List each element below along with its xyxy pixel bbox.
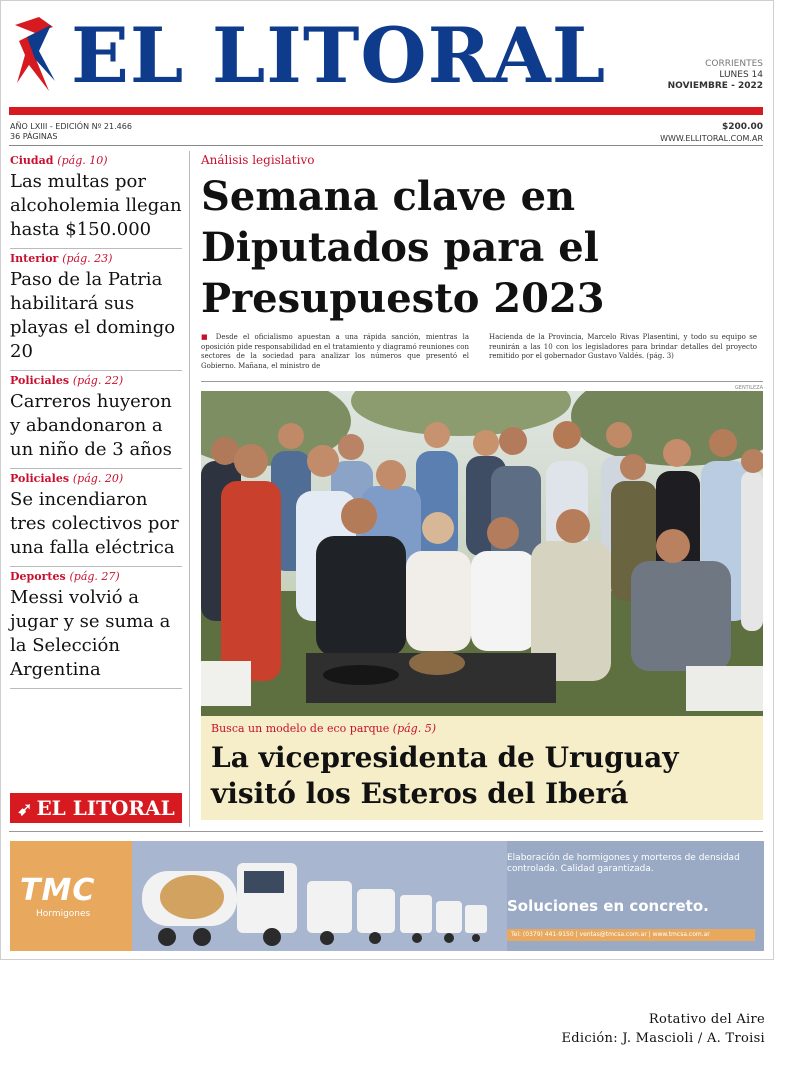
brief-headline: Paso de la Patria habilitará sus playas el domingo 20 — [10, 269, 176, 362]
edition-city: CORRIENTES — [705, 59, 763, 69]
photo-story-kicker: Busca un modelo de eco parque (pág. 5) — [211, 722, 436, 735]
footer-logo: ➹ EL LITORAL — [10, 793, 182, 823]
edition-month-year: NOVIEMBRE - 2022 — [667, 81, 763, 91]
brief-item[interactable] — [10, 151, 182, 249]
ad-description: Elaboración de hormigones y morteros de densidad controlada. Calidad garantizada. — [507, 853, 740, 874]
website-link[interactable]: WWW.ELLITORAL.COM.AR — [660, 134, 763, 143]
lede-column-2: Hacienda de la Provincia, Marcelo Rivas Plasentini, y todo su equipo se reunirán a las 10 con los legisladores para brindar detalles del proyecto remitido por el gobernador Gustavo Valdés. (pág. 3) — [489, 333, 757, 360]
ad-brand-sub: Hormigones — [36, 909, 91, 919]
brief-item[interactable] — [10, 567, 182, 689]
brief-headline: Las multas por alcoholemia llegan hasta $150.000 — [10, 171, 182, 240]
photo-story-box[interactable] — [201, 716, 763, 820]
edition-date — [668, 59, 763, 92]
bullet-square-icon: ■ — [201, 333, 216, 341]
price: $200.00 — [722, 122, 763, 132]
briefs-column — [10, 151, 182, 689]
brief-section: Policiales (pág. 20) — [10, 472, 124, 485]
brief-headline: Se incendiaron tres colectivos por una falla eléctrica — [10, 489, 179, 558]
ad-brand: TMC — [20, 873, 96, 908]
column-divider — [189, 151, 190, 827]
brief-headline: Carreros huyeron y abandonaron a un niño de 3 años — [10, 391, 172, 460]
cement-trucks-icon — [132, 841, 507, 951]
brief-section: Interior (pág. 23) — [10, 252, 113, 265]
credits-line-2: Edición: J. Mascioli / A. Troisi — [561, 1031, 765, 1046]
edition-info — [10, 122, 132, 142]
brief-item[interactable] — [10, 469, 182, 567]
photo-story-headline: La vicepresidenta de Uruguay visitó los Esteros del Iberá — [211, 741, 679, 810]
year-edition: AÑO LXIII - EDICIÓN Nº 21.466 — [10, 122, 132, 131]
brief-section: Policiales (pág. 22) — [10, 374, 124, 387]
group-photo — [201, 391, 763, 716]
photo-credit: GENTILEZA — [734, 385, 763, 391]
price-info — [660, 122, 763, 144]
main-headline[interactable]: Semana clave en Diputados para el Presupuesto 2023 — [201, 173, 605, 322]
brief-item[interactable] — [10, 249, 182, 371]
credits-line-1: Rotativo del Aire — [648, 1012, 765, 1027]
ad-rule — [9, 831, 763, 832]
ad-brand-panel — [10, 841, 132, 951]
brief-section: Deportes (pág. 27) — [10, 570, 120, 583]
ad-slogan: Soluciones en concreto. — [507, 897, 709, 915]
lede-column-1: ■ Desde el oficialismo apuestan a una rápida sanción, mientras la oposición pide responsabilidad en el tratamiento y diagramó reuniones con sectores de la sociedad para analizar los números que presentó el Gobierno. Mañana, el ministro de — [201, 333, 469, 370]
brief-section: Ciudad (pág. 10) — [10, 154, 108, 167]
main-kicker: Análisis legislativo — [201, 153, 315, 167]
masthead-title: EL LITORAL — [71, 11, 607, 100]
masthead-divider — [9, 107, 763, 115]
edition-day: LUNES 14 — [719, 70, 763, 80]
advertisement-banner[interactable] — [10, 841, 764, 951]
brief-item[interactable] — [10, 371, 182, 469]
lede-rule — [201, 381, 763, 382]
logo-mark-icon: ➹ — [17, 799, 33, 820]
page-count: 36 PÁGINAS — [10, 132, 58, 141]
header-rule — [9, 145, 763, 146]
ad-contact: Tel: (0379) 441-9150 | ventas@tmcsa.com.ar | www.tmcsa.com.ar — [507, 929, 755, 941]
brief-headline: Messi volvió a jugar y se suma a la Selección Argentina — [10, 587, 171, 680]
edition-credits — [562, 1010, 766, 1048]
newspaper-logo-icon — [9, 11, 59, 99]
